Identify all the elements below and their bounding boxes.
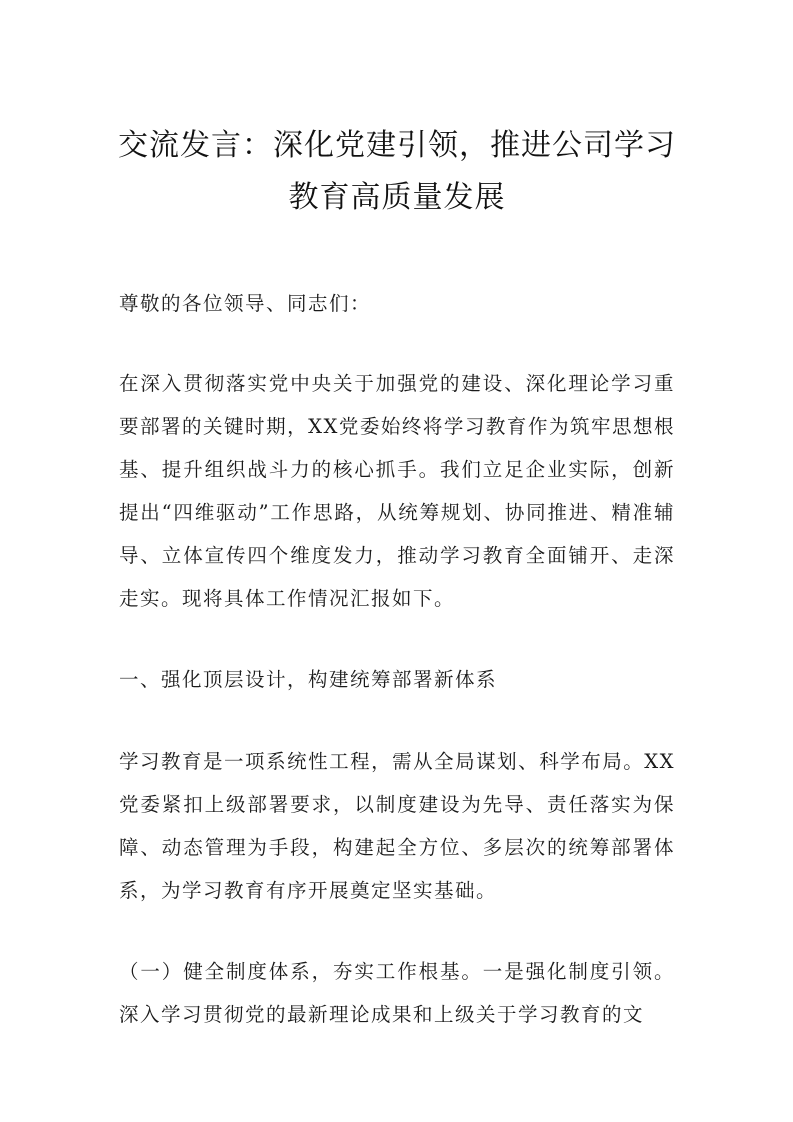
section-1-paragraph: 学习教育是一项系统性工程，需从全局谋划、科学布局。XX党委紧扣上级部署要求，以制度建设为先导、责任落实为保障、动态管理为手段，构建起全方位、多层次的统筹部署体系，为学习教育有序开展奠定坚实基础。 [119,750,675,902]
section-heading-1: 一、强化顶层设计，构建统筹部署新体系 [119,668,498,691]
salutation: 尊敬的各位领导、同志们： [119,292,372,315]
document-title: 交流发言：深化党建引领，推进公司学习教育高质量发展 [118,128,676,215]
intro-paragraph: 在深入贯彻落实党中央关于加强党的建设、深化理论学习重要部署的关键时期，XX党委始终将学习教育作为筑牢思想根基、提升组织战斗力的核心抓手。我们立足企业实际，创新提出“四维驱动”工作思路，从统筹规划、协同推进、精准辅导、立体宣传四个维度发力，推动学习教育全面铺开、走深走实。现将具体工作情况汇报如下。 [119,372,675,610]
subsection-1-paragraph: （一）健全制度体系，夯实工作根基。一是强化制度引领。深入学习贯彻党的最新理论成果和上级关于学习教育的文 [119,960,675,1026]
